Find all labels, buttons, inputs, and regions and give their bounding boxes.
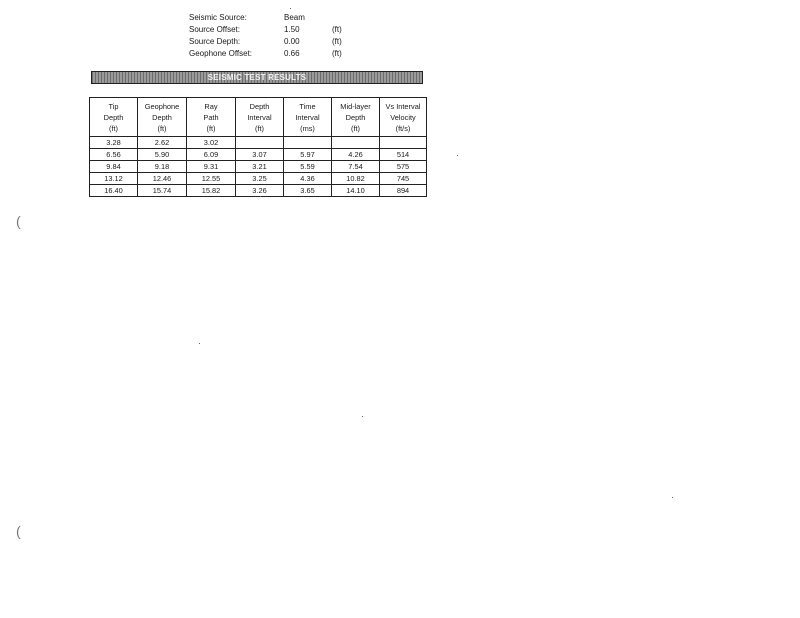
cell [236, 137, 284, 149]
scan-speck [290, 8, 291, 9]
header-line: Path [203, 112, 219, 122]
cell: 3.65 [284, 185, 332, 197]
header-line: Velocity [390, 112, 416, 122]
cell: 12.55 [187, 173, 236, 185]
scan-speck [457, 155, 458, 156]
header-line: Interval [247, 112, 272, 122]
table-row [90, 173, 427, 185]
cell: 9.31 [187, 161, 236, 173]
cell: 745 [380, 173, 427, 185]
scan-speck [260, 196, 261, 197]
cell: 575 [380, 161, 427, 173]
cell [380, 137, 427, 149]
cell: 5.59 [284, 161, 332, 173]
cell: 4.36 [284, 173, 332, 185]
cell: 12.46 [138, 173, 187, 185]
cell: 3.07 [236, 149, 284, 161]
test-parameters [189, 12, 362, 60]
header-line: (ft) [206, 123, 216, 133]
scan-speck [672, 497, 673, 498]
cell: 3.26 [236, 185, 284, 197]
header-line: Vs Interval [385, 101, 421, 111]
header-line: Time [299, 101, 316, 111]
param-unit [332, 12, 362, 24]
param-value: Beam [284, 13, 305, 22]
param-value: 0.00 [284, 37, 300, 46]
scan-artifact-mark: ( [16, 523, 21, 539]
cell: 894 [380, 185, 427, 197]
header-line: (ft) [157, 123, 167, 133]
param-unit: (ft) [332, 37, 342, 46]
param-label: Geophone Offset: [189, 49, 253, 58]
header-line: Geophone [144, 101, 180, 111]
header-line: (ms) [300, 123, 315, 133]
param-label: Source Offset: [189, 25, 240, 34]
header-line: (ft/s) [395, 123, 411, 133]
cell: 15.74 [138, 185, 187, 197]
cell [332, 137, 380, 149]
param-value: 1.50 [284, 25, 300, 34]
cell: 6.09 [187, 149, 236, 161]
cell: 5.90 [138, 149, 187, 161]
results-table [89, 97, 427, 197]
cell: 6.56 [90, 149, 138, 161]
param-unit: (ft) [332, 25, 342, 34]
header-geophone-depth [138, 98, 187, 137]
cell: 2.62 [138, 137, 187, 149]
cell: 13.12 [90, 173, 138, 185]
param-row-source [189, 12, 362, 24]
cell: 7.54 [332, 161, 380, 173]
results-banner: SEISMIC TEST RESULTS [91, 71, 423, 84]
header-line: Tip [108, 101, 119, 111]
table-row [90, 149, 427, 161]
table-row [90, 137, 427, 149]
cell: 3.21 [236, 161, 284, 173]
header-line: Interval [295, 112, 320, 122]
param-label: Source Depth: [189, 37, 241, 46]
param-row-source-depth [189, 36, 362, 48]
cell: 514 [380, 149, 427, 161]
cell: 5.97 [284, 149, 332, 161]
table-header-row [90, 98, 427, 137]
header-time-interval [284, 98, 332, 137]
header-line: (ft) [350, 123, 361, 133]
header-line: (ft) [108, 123, 119, 133]
cell: 14.10 [332, 185, 380, 197]
header-line: Depth [249, 101, 270, 111]
header-line: Depth [152, 112, 172, 122]
header-line: (ft) [254, 123, 265, 133]
cell [284, 137, 332, 149]
cell: 9.18 [138, 161, 187, 173]
header-line: Ray [204, 101, 218, 111]
header-vs-interval-velocity [380, 98, 427, 137]
header-mid-layer-depth [332, 98, 380, 137]
param-unit: (ft) [332, 49, 342, 58]
cell: 4.26 [332, 149, 380, 161]
table-row [90, 185, 427, 197]
table-row [90, 161, 427, 173]
param-value: 0.66 [284, 49, 300, 58]
scan-speck [199, 343, 200, 344]
param-row-geophone-offset [189, 48, 362, 60]
param-row-source-offset [189, 24, 362, 36]
header-ray-path [187, 98, 236, 137]
header-tip-depth [90, 98, 138, 137]
cell: 9.84 [90, 161, 138, 173]
cell: 3.28 [90, 137, 138, 149]
header-depth-interval [236, 98, 284, 137]
header-line: Depth [345, 112, 366, 122]
cell: 16.40 [90, 185, 138, 197]
cell: 3.02 [187, 137, 236, 149]
cell: 3.25 [236, 173, 284, 185]
header-line: Mid-layer [340, 101, 371, 111]
scan-speck [362, 416, 363, 417]
cell: 10.82 [332, 173, 380, 185]
header-line: Depth [103, 112, 124, 122]
param-label: Seismic Source: [189, 13, 247, 22]
scan-artifact-mark: ( [16, 213, 21, 229]
cell: 15.82 [187, 185, 236, 197]
